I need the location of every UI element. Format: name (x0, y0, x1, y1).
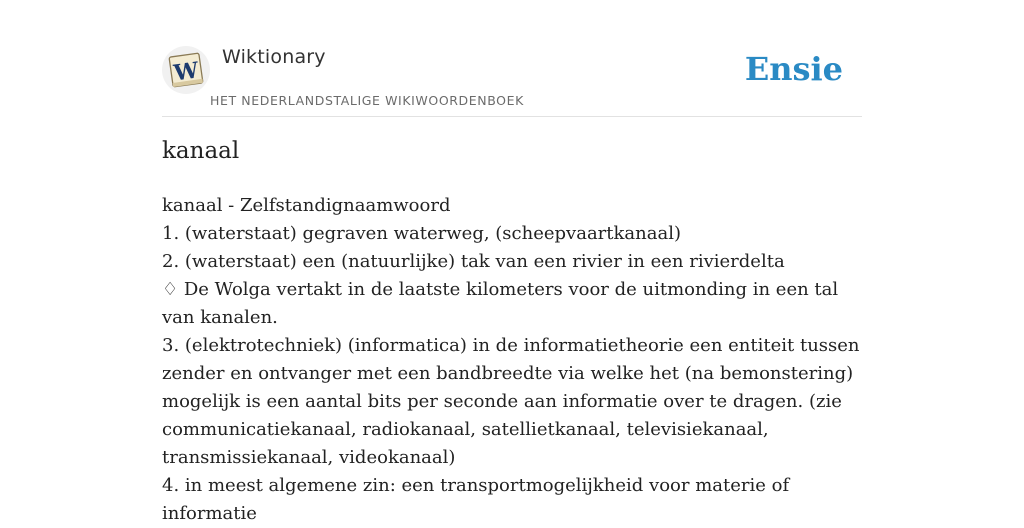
entry-heading-line: kanaal - Zelfstandignaamwoord (162, 195, 451, 216)
entry-body (162, 192, 862, 528)
logo-letter: W (172, 57, 201, 87)
definition-2: 2. (waterstaat) een (natuurlijke) tak van een rivier in een rivierdelta (162, 251, 785, 272)
definition-4: 4. in meest algemene zin: een transportmogelijkheid voor materie of informatie (162, 475, 790, 524)
site-tagline: HET NEDERLANDSTALIGE WIKIWOORDENBOEK (210, 93, 524, 108)
site-name[interactable]: Wiktionary (222, 46, 326, 68)
wiktionary-logo-icon[interactable] (162, 46, 210, 94)
page-title: kanaal (162, 138, 240, 164)
definition-1: 1. (waterstaat) gegraven waterweg, (scheepvaartkanaal) (162, 223, 681, 244)
ensie-brand-link[interactable]: Ensie (744, 50, 843, 88)
wiktionary-tile-graphic (162, 46, 210, 94)
site-header (162, 0, 862, 117)
page (162, 0, 862, 524)
example-sentence: ♢ De Wolga vertakt in de laatste kilometers voor de uitmonding in een tal van kanalen. (162, 279, 839, 328)
definition-3: 3. (elektrotechniek) (informatica) in de informatietheorie een entiteit tussen zender en ontvanger met een bandbreedte via welke het (na bemonstering) mogelijk is een aantal bits per seconde aan informatie over te dragen. (zie communicatiekanaal, radiokanaal, satellietkanaal, televisiekanaal, transmissiekanaal, videokanaal) (162, 335, 860, 468)
